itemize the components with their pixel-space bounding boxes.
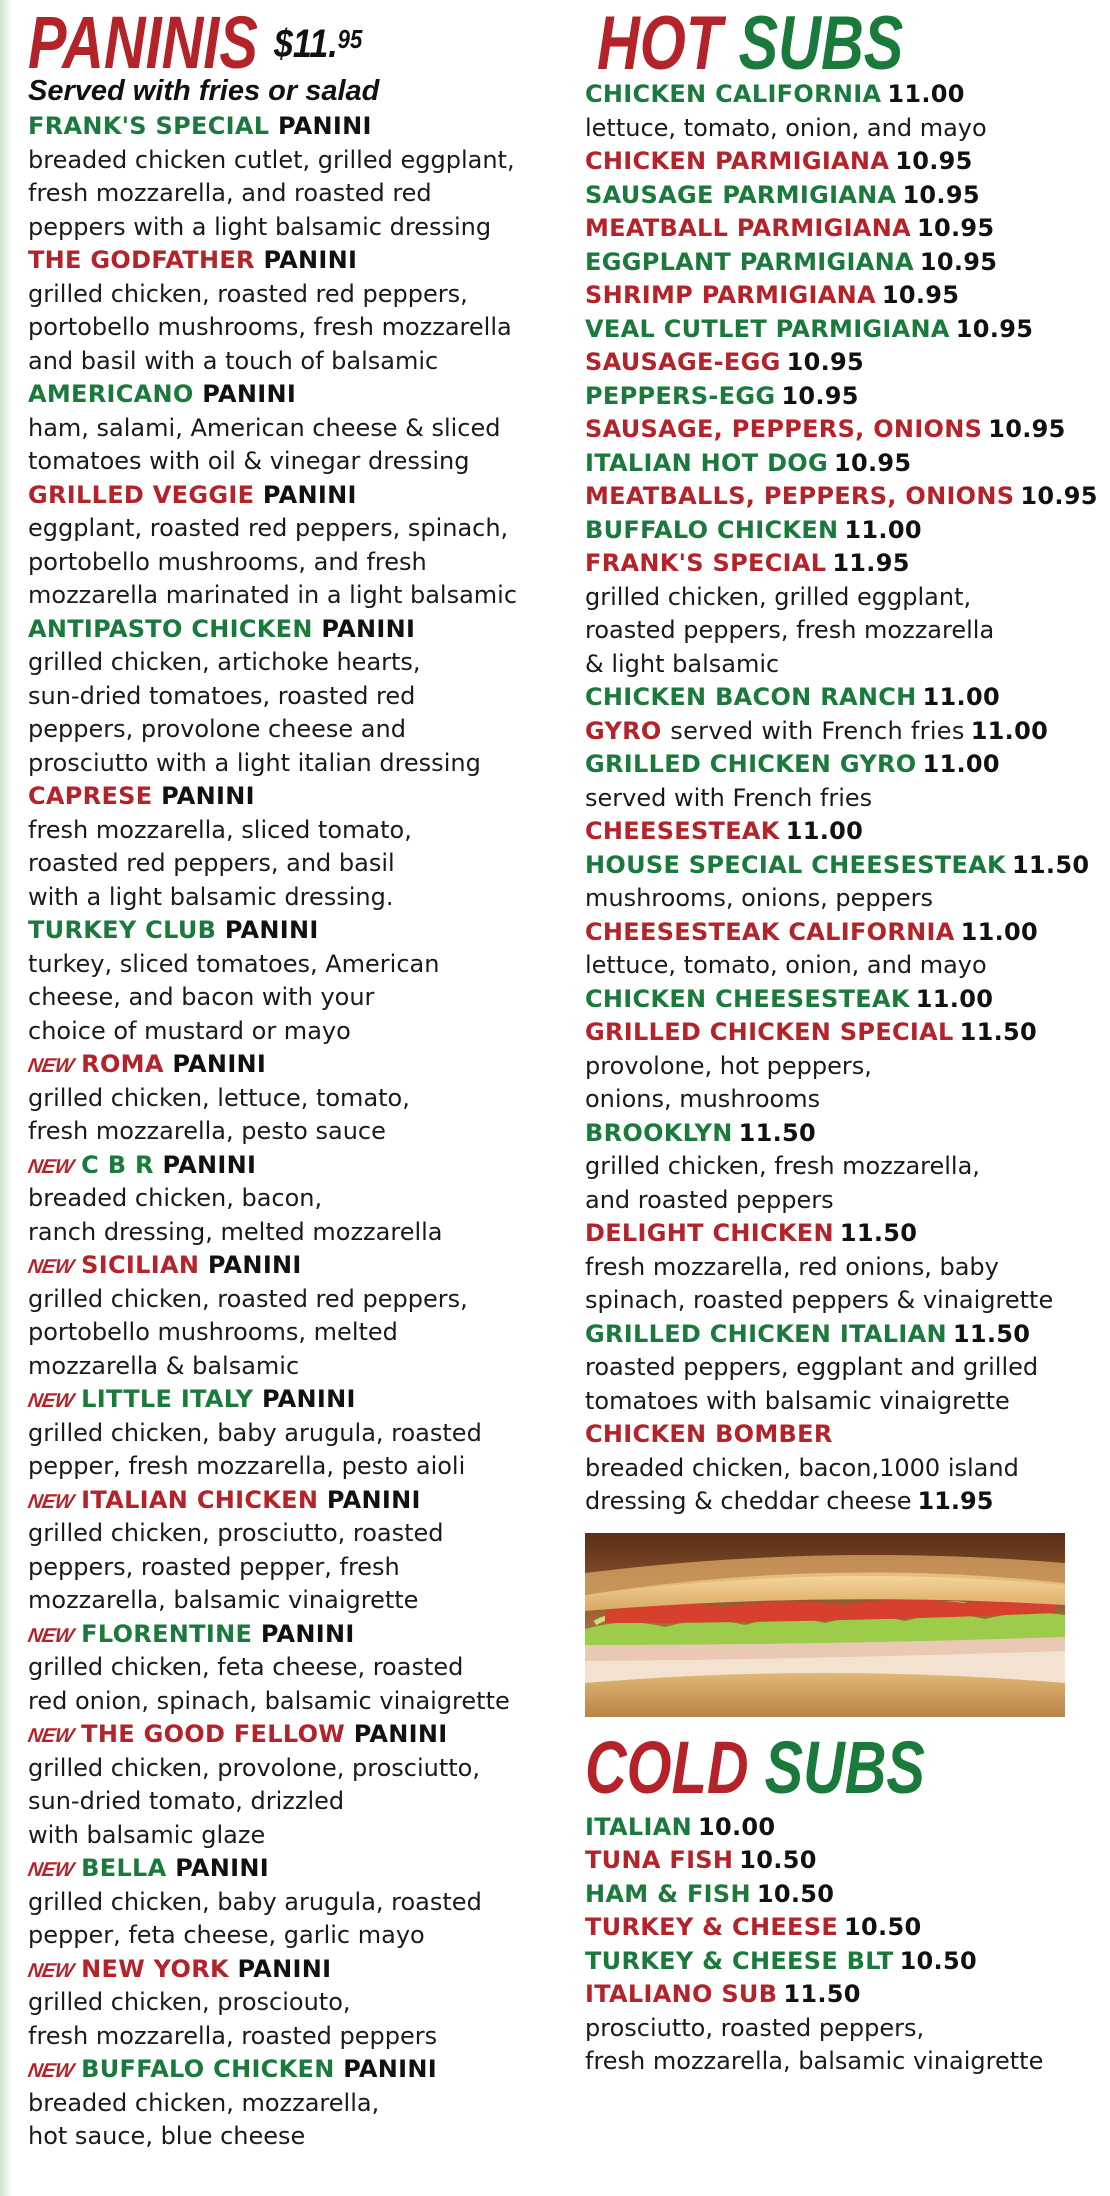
item-description: cheese, and bacon with your — [28, 983, 375, 1011]
item-title-line — [28, 1718, 568, 1752]
item-suffix: PANINI — [172, 1050, 267, 1078]
item-price: 10.50 — [899, 1946, 977, 1975]
paninis-list — [28, 110, 568, 2154]
item-title-line — [585, 212, 1105, 246]
item-description: provolone, hot peppers, — [585, 1051, 872, 1080]
item-name: HOUSE SPECIAL CHEESESTEAK — [585, 850, 1006, 879]
item-suffix: PANINI — [277, 112, 372, 140]
item-description: grilled chicken, baby arugula, roasted — [28, 1418, 482, 1447]
item-name: CHEESESTEAK — [585, 817, 780, 845]
new-badge: NEW — [26, 1725, 76, 1747]
item-title-line — [28, 1953, 568, 1987]
item-description: mushrooms, onions, peppers — [585, 884, 933, 912]
item-description: peppers, provolone cheese and — [28, 715, 406, 743]
item-description: fresh mozzarella, sliced tomato, — [28, 815, 412, 844]
item-price: 10.95 — [955, 314, 1034, 343]
item-name: CHICKEN BACON RANCH — [585, 683, 917, 711]
item-description: served with French fries — [585, 783, 873, 812]
item-suffix: PANINI — [202, 380, 297, 408]
item-name: BUFFALO CHICKEN — [81, 2055, 335, 2083]
item-description: breaded chicken, bacon, — [28, 1184, 323, 1212]
item-name: GYRO — [585, 716, 662, 745]
item-price: 11.00 — [915, 984, 994, 1013]
item-suffix: PANINI — [353, 1720, 448, 1748]
item-description: spinach, roasted peppers & vinaigrette — [585, 1286, 1054, 1314]
item-title-line — [585, 983, 1105, 1017]
item-price: 10.95 — [917, 214, 995, 242]
item-name: CHICKEN BOMBER — [585, 1420, 833, 1448]
item-title-line — [585, 1878, 1105, 1912]
item-description: grilled chicken, prosciutto, roasted — [28, 1519, 444, 1547]
item-price: 11.95 — [917, 1487, 994, 1515]
item-price: 10.95 — [988, 415, 1066, 443]
sub-sandwich-illustration — [585, 1533, 1065, 1717]
item-name: TURKEY CLUB — [28, 916, 217, 944]
hot-subs-header — [585, 0, 1105, 86]
item-description: turkey, sliced tomatoes, American — [28, 949, 440, 978]
hot-subs-title-word1: HOT — [597, 1, 723, 86]
item-price: 10.95 — [1020, 482, 1098, 510]
menu-item — [585, 1945, 1105, 1979]
item-name: GRILLED VEGGIE — [28, 480, 255, 509]
item-name: LITTLE ITALY — [81, 1385, 254, 1413]
item-name: FRANK'S SPECIAL — [585, 549, 827, 577]
item-suffix: PANINI — [162, 1150, 257, 1179]
menu-item — [585, 849, 1105, 916]
hot-subs-title — [597, 1, 904, 86]
item-description: eggplant, roasted red peppers, spinach, — [28, 514, 509, 542]
item-description: peppers, roasted pepper, fresh — [28, 1552, 400, 1581]
item-title-line — [585, 1318, 1105, 1352]
item-description-text: dressing & cheddar cheese — [585, 1487, 912, 1515]
item-title-line — [585, 1117, 1105, 1151]
cold-subs-list — [585, 1811, 1105, 2079]
item-name: TURKEY & CHEESE BLT — [585, 1946, 894, 1975]
menu-item — [585, 547, 1105, 681]
item-description: mozzarella marinated in a light balsamic — [28, 581, 518, 609]
paninis-column — [28, 0, 568, 2154]
item-suffix: PANINI — [343, 2055, 438, 2083]
item-description: fresh mozzarella, roasted peppers — [28, 2021, 438, 2050]
paninis-title: PANINIS — [28, 1, 258, 84]
paninis-served-note: Served with fries or salad — [28, 75, 380, 107]
item-description: grilled chicken, roasted red peppers, — [28, 279, 468, 308]
menu-item — [585, 681, 1105, 715]
item-title-line — [585, 279, 1105, 313]
item-description: pepper, fresh mozzarella, pesto aioli — [28, 1452, 466, 1480]
item-name: GRILLED CHICKEN SPECIAL — [585, 1018, 954, 1046]
item-name: FRANK'S SPECIAL — [28, 112, 270, 140]
menu-item — [585, 1418, 1105, 1519]
item-description: breaded chicken cutlet, grilled eggplant, — [28, 145, 515, 174]
item-description: roasted peppers, fresh mozzarella — [585, 616, 995, 644]
item-description: portobello mushrooms, fresh mozzarella — [28, 313, 512, 341]
item-price: 11.50 — [1011, 850, 1090, 879]
menu-item — [585, 179, 1105, 213]
item-suffix: PANINI — [161, 782, 255, 810]
item-title-line — [585, 413, 1105, 447]
menu-item — [585, 1318, 1105, 1419]
menu-item — [585, 413, 1105, 447]
item-suffix: PANINI — [224, 916, 319, 944]
item-name: ROMA — [81, 1050, 164, 1078]
menu-item — [28, 1149, 568, 1250]
item-description: choice of mustard or mayo — [28, 1016, 351, 1045]
item-description: sun-dried tomato, drizzled — [28, 1787, 345, 1815]
item-price: 10.00 — [698, 1812, 776, 1841]
item-description: mozzarella, balsamic vinaigrette — [28, 1586, 419, 1614]
menu-item — [585, 1911, 1105, 1945]
menu-item — [28, 2053, 568, 2154]
item-title-line — [585, 681, 1105, 715]
menu-item — [585, 715, 1105, 749]
item-name: CHICKEN PARMIGIANA — [585, 147, 890, 175]
item-name: SAUSAGE-EGG — [585, 348, 781, 376]
item-description: ranch dressing, melted mozzarella — [28, 1217, 443, 1246]
item-description: grilled chicken, fresh mozzarella, — [585, 1152, 980, 1180]
item-description: roasted red peppers, and basil — [28, 849, 395, 877]
item-title-line — [585, 145, 1105, 179]
item-title-line — [28, 780, 568, 814]
item-description: sun-dried tomatoes, roasted red — [28, 681, 416, 710]
item-suffix: PANINI — [321, 614, 416, 643]
paninis-price-cents: 95 — [337, 24, 363, 54]
item-title-line — [28, 1149, 568, 1183]
item-name: ITALIANO SUB — [585, 1980, 778, 2008]
item-title-line — [585, 1217, 1105, 1251]
item-suffix: PANINI — [261, 1385, 356, 1413]
menu-item — [585, 1016, 1105, 1117]
menu-item — [585, 1844, 1105, 1878]
menu-item — [585, 246, 1105, 280]
item-title-line — [585, 480, 1105, 514]
item-title-line — [585, 849, 1105, 883]
menu-item — [28, 1249, 568, 1383]
menu-item — [28, 378, 568, 479]
menu-item — [28, 479, 568, 613]
item-name: ITALIAN CHICKEN — [81, 1485, 319, 1514]
item-title-line — [28, 1249, 568, 1283]
item-name: BROOKLYN — [585, 1118, 733, 1147]
item-description: grilled chicken, artichoke hearts, — [28, 648, 421, 676]
menu-item — [28, 1383, 568, 1484]
item-name: EGGPLANT PARMIGIANA — [585, 247, 914, 276]
item-suffix: PANINI — [207, 1251, 302, 1279]
item-suffix: PANINI — [260, 1619, 355, 1648]
item-title-line — [585, 514, 1105, 548]
item-title-line — [28, 914, 568, 948]
left-edge-decoration — [0, 0, 12, 2196]
item-name: THE GODFATHER — [28, 246, 255, 274]
menu-item — [585, 1878, 1105, 1912]
item-price: 11.00 — [970, 716, 1049, 745]
item-description: grilled chicken, provolone, prosciutto, — [28, 1753, 480, 1782]
item-name: BELLA — [81, 1854, 167, 1882]
item-description: fresh mozzarella, and roasted red — [28, 179, 432, 207]
item-description: fresh mozzarella, red onions, baby — [585, 1252, 999, 1281]
menu-item — [585, 748, 1105, 815]
item-description: breaded chicken, mozzarella, — [28, 2088, 380, 2117]
item-price: 11.95 — [832, 549, 910, 577]
new-badge: NEW — [26, 2060, 76, 2082]
menu-item — [28, 1618, 568, 1719]
item-price: 11.50 — [952, 1319, 1031, 1348]
item-name: VEAL CUTLET PARMIGIANA — [585, 314, 950, 343]
item-title-line — [28, 1383, 568, 1417]
item-suffix: PANINI — [263, 246, 358, 274]
item-price: 11.50 — [839, 1219, 918, 1247]
menu-item — [28, 1048, 568, 1149]
cold-subs-title — [585, 1725, 925, 1809]
item-name: CAPRESE — [28, 782, 153, 810]
item-price: 10.95 — [919, 247, 998, 276]
menu-item — [585, 380, 1105, 414]
item-title-line — [585, 815, 1105, 849]
item-description: roasted peppers, eggplant and grilled — [585, 1353, 1039, 1381]
item-name: TUNA FISH — [585, 1846, 734, 1874]
menu-item — [585, 1117, 1105, 1218]
item-description: tomatoes with oil & vinegar dressing — [28, 447, 470, 475]
item-description: fresh mozzarella, balsamic vinaigrette — [585, 2047, 1044, 2075]
menu-item — [28, 244, 568, 378]
item-title-line — [585, 1978, 1105, 2012]
menu-item — [585, 916, 1105, 983]
item-description: mozzarella & balsamic — [28, 1351, 300, 1380]
paninis-price — [274, 22, 362, 67]
item-description: and roasted peppers — [585, 1185, 834, 1214]
item-title-line — [585, 447, 1105, 481]
paninis-header — [28, 0, 568, 84]
item-title-line — [585, 1844, 1105, 1878]
item-price: 10.50 — [844, 1913, 922, 1941]
menu-item — [585, 480, 1105, 514]
menu-item — [28, 1718, 568, 1852]
item-price: 11.00 — [887, 80, 965, 108]
item-title-line — [585, 313, 1105, 347]
item-suffix: PANINI — [175, 1854, 269, 1882]
item-name: NEW YORK — [81, 1954, 229, 1983]
item-price: 11.00 — [960, 917, 1039, 946]
item-description — [585, 1485, 1105, 1519]
subs-column — [585, 0, 1105, 2079]
menu-item — [585, 514, 1105, 548]
item-name: ITALIAN — [585, 1812, 692, 1841]
item-title-line — [28, 1618, 568, 1652]
item-price: 11.00 — [785, 817, 864, 845]
item-name: FLORENTINE — [81, 1619, 253, 1648]
item-name: GRILLED CHICKEN GYRO — [585, 750, 917, 778]
item-description: grilled chicken, feta cheese, roasted — [28, 1653, 464, 1681]
menu-item — [585, 1811, 1105, 1845]
new-badge: NEW — [26, 1624, 76, 1647]
cold-subs-header — [585, 1727, 1105, 1811]
item-description: prosciutto, roasted peppers, — [585, 2013, 925, 2042]
item-title-line — [585, 1016, 1105, 1050]
item-price: 10.50 — [739, 1846, 817, 1874]
cold-subs-title-word2: SUBS — [764, 1725, 925, 1809]
menu-item — [28, 110, 568, 244]
item-price: 10.95 — [881, 281, 960, 309]
menu-item — [28, 1484, 568, 1618]
menu-item — [28, 1953, 568, 2054]
item-name: SICILIAN — [81, 1251, 200, 1279]
item-price: 10.95 — [834, 448, 912, 477]
item-name: PEPPERS-EGG — [585, 381, 776, 410]
menu-item — [28, 613, 568, 781]
new-badge: NEW — [26, 1959, 76, 1982]
item-description: with balsamic glaze — [28, 1820, 266, 1849]
item-title-line — [585, 547, 1105, 581]
item-suffix: PANINI — [326, 1485, 421, 1514]
item-title-line — [28, 479, 568, 513]
item-title-line — [585, 179, 1105, 213]
item-description: fresh mozzarella, pesto sauce — [28, 1117, 386, 1145]
item-title-line — [585, 1911, 1105, 1945]
item-title-line — [585, 1811, 1105, 1845]
item-name: SAUSAGE, PEPPERS, ONIONS — [585, 415, 983, 443]
item-description: lettuce, tomato, onion, and mayo — [585, 951, 987, 979]
item-name: CHICKEN CALIFORNIA — [585, 80, 882, 108]
item-name: TURKEY & CHEESE — [585, 1913, 839, 1941]
item-price: 10.95 — [902, 180, 980, 209]
item-price: 11.00 — [922, 683, 1000, 711]
item-title-line — [28, 378, 568, 412]
item-price: 10.95 — [786, 348, 865, 376]
menu-item — [28, 1852, 568, 1953]
menu-item — [585, 279, 1105, 313]
item-description: grilled chicken, roasted red peppers, — [28, 1284, 468, 1313]
item-name: THE GOOD FELLOW — [81, 1720, 346, 1748]
item-title-line — [28, 244, 568, 278]
item-description: peppers with a light balsamic dressing — [28, 212, 492, 241]
item-name: MEATBALL PARMIGIANA — [585, 214, 911, 242]
menu-item — [585, 815, 1105, 849]
item-suffix: PANINI — [262, 480, 357, 509]
item-title-line — [585, 380, 1105, 414]
new-badge: NEW — [26, 1155, 76, 1178]
item-description: breaded chicken, bacon,1000 island — [585, 1453, 1019, 1482]
item-description: grilled chicken, prosciouto, — [28, 1988, 351, 2016]
menu-item — [585, 1978, 1105, 2079]
item-name: SAUSAGE PARMIGIANA — [585, 180, 897, 209]
new-badge: NEW — [26, 1490, 76, 1513]
item-inline-note: served with French fries — [670, 716, 965, 745]
item-description: pepper, feta cheese, garlic mayo — [28, 1921, 425, 1949]
item-title-line — [28, 1484, 568, 1518]
item-title-line — [585, 346, 1105, 380]
hot-subs-list — [585, 78, 1105, 1519]
new-badge: NEW — [26, 1256, 76, 1278]
item-price: 10.50 — [756, 1879, 835, 1908]
item-price: 11.50 — [738, 1118, 817, 1147]
item-title-line — [28, 2053, 568, 2087]
item-description: grilled chicken, grilled eggplant, — [585, 582, 972, 611]
menu-item — [585, 313, 1105, 347]
item-title-line — [28, 110, 568, 144]
item-name: CHEESESTEAK CALIFORNIA — [585, 917, 955, 946]
menu-item — [585, 983, 1105, 1017]
item-price: 11.50 — [959, 1018, 1038, 1046]
item-name: ANTIPASTO CHICKEN — [28, 614, 313, 643]
paninis-price-dollars: $11. — [274, 22, 338, 66]
item-price: 11.50 — [783, 1980, 861, 2008]
item-description: with a light balsamic dressing. — [28, 882, 394, 911]
menu-item — [585, 78, 1105, 145]
menu-item — [585, 1217, 1105, 1318]
item-description: hot sauce, blue cheese — [28, 2122, 306, 2150]
item-description: onions, mushrooms — [585, 1085, 821, 1113]
menu-item — [585, 346, 1105, 380]
item-name: HAM & FISH — [585, 1879, 751, 1908]
item-title-line — [28, 1048, 568, 1082]
item-title-line — [585, 1945, 1105, 1979]
item-price: 10.95 — [781, 381, 859, 410]
item-description: portobello mushrooms, melted — [28, 1318, 398, 1346]
item-name: ITALIAN HOT DOG — [585, 448, 828, 477]
item-price: 10.95 — [895, 147, 973, 175]
menu-item — [28, 780, 568, 914]
item-price: 11.00 — [922, 750, 1000, 778]
item-description: grilled chicken, lettuce, tomato, — [28, 1083, 410, 1112]
item-name: SHRIMP PARMIGIANA — [585, 281, 876, 309]
item-description: prosciutto with a light italian dressing — [28, 748, 481, 777]
hot-subs-title-word2: SUBS — [738, 1, 904, 86]
item-title-line — [585, 246, 1105, 280]
item-name: MEATBALLS, PEPPERS, ONIONS — [585, 482, 1015, 510]
new-badge: NEW — [26, 1859, 76, 1881]
item-name: DELIGHT CHICKEN — [585, 1219, 834, 1247]
cold-subs-title-word1: COLD — [585, 1725, 749, 1809]
item-description: red onion, spinach, balsamic vinaigrette — [28, 1686, 510, 1715]
item-description: and basil with a touch of balsamic — [28, 346, 439, 375]
sub-sandwich-photo — [585, 1533, 1065, 1717]
item-description: & light balsamic — [585, 649, 780, 678]
item-description: ham, salami, American cheese & sliced — [28, 413, 501, 442]
item-suffix: PANINI — [237, 1954, 332, 1983]
item-title-line — [585, 916, 1105, 950]
item-description: lettuce, tomato, onion, and mayo — [585, 113, 987, 142]
item-title-line — [585, 748, 1105, 782]
item-title-line — [28, 613, 568, 647]
menu-item — [585, 212, 1105, 246]
item-price: 11.00 — [844, 515, 922, 544]
item-title-line — [585, 715, 1105, 749]
item-name: BUFFALO CHICKEN — [585, 515, 839, 544]
item-name: AMERICANO — [28, 380, 194, 408]
item-description: tomatoes with balsamic vinaigrette — [585, 1386, 1010, 1415]
new-badge: NEW — [26, 1055, 76, 1077]
item-title-line — [28, 1852, 568, 1886]
item-description: portobello mushrooms, and fresh — [28, 547, 427, 576]
item-name: C B R — [81, 1150, 154, 1179]
item-name: GRILLED CHICKEN ITALIAN — [585, 1319, 947, 1348]
item-description: grilled chicken, baby arugula, roasted — [28, 1887, 482, 1916]
new-badge: NEW — [26, 1390, 76, 1412]
item-title-line — [585, 1418, 1105, 1452]
menu-item — [585, 447, 1105, 481]
menu-item — [585, 145, 1105, 179]
menu-item — [28, 914, 568, 1048]
item-name: CHICKEN CHEESESTEAK — [585, 984, 910, 1013]
